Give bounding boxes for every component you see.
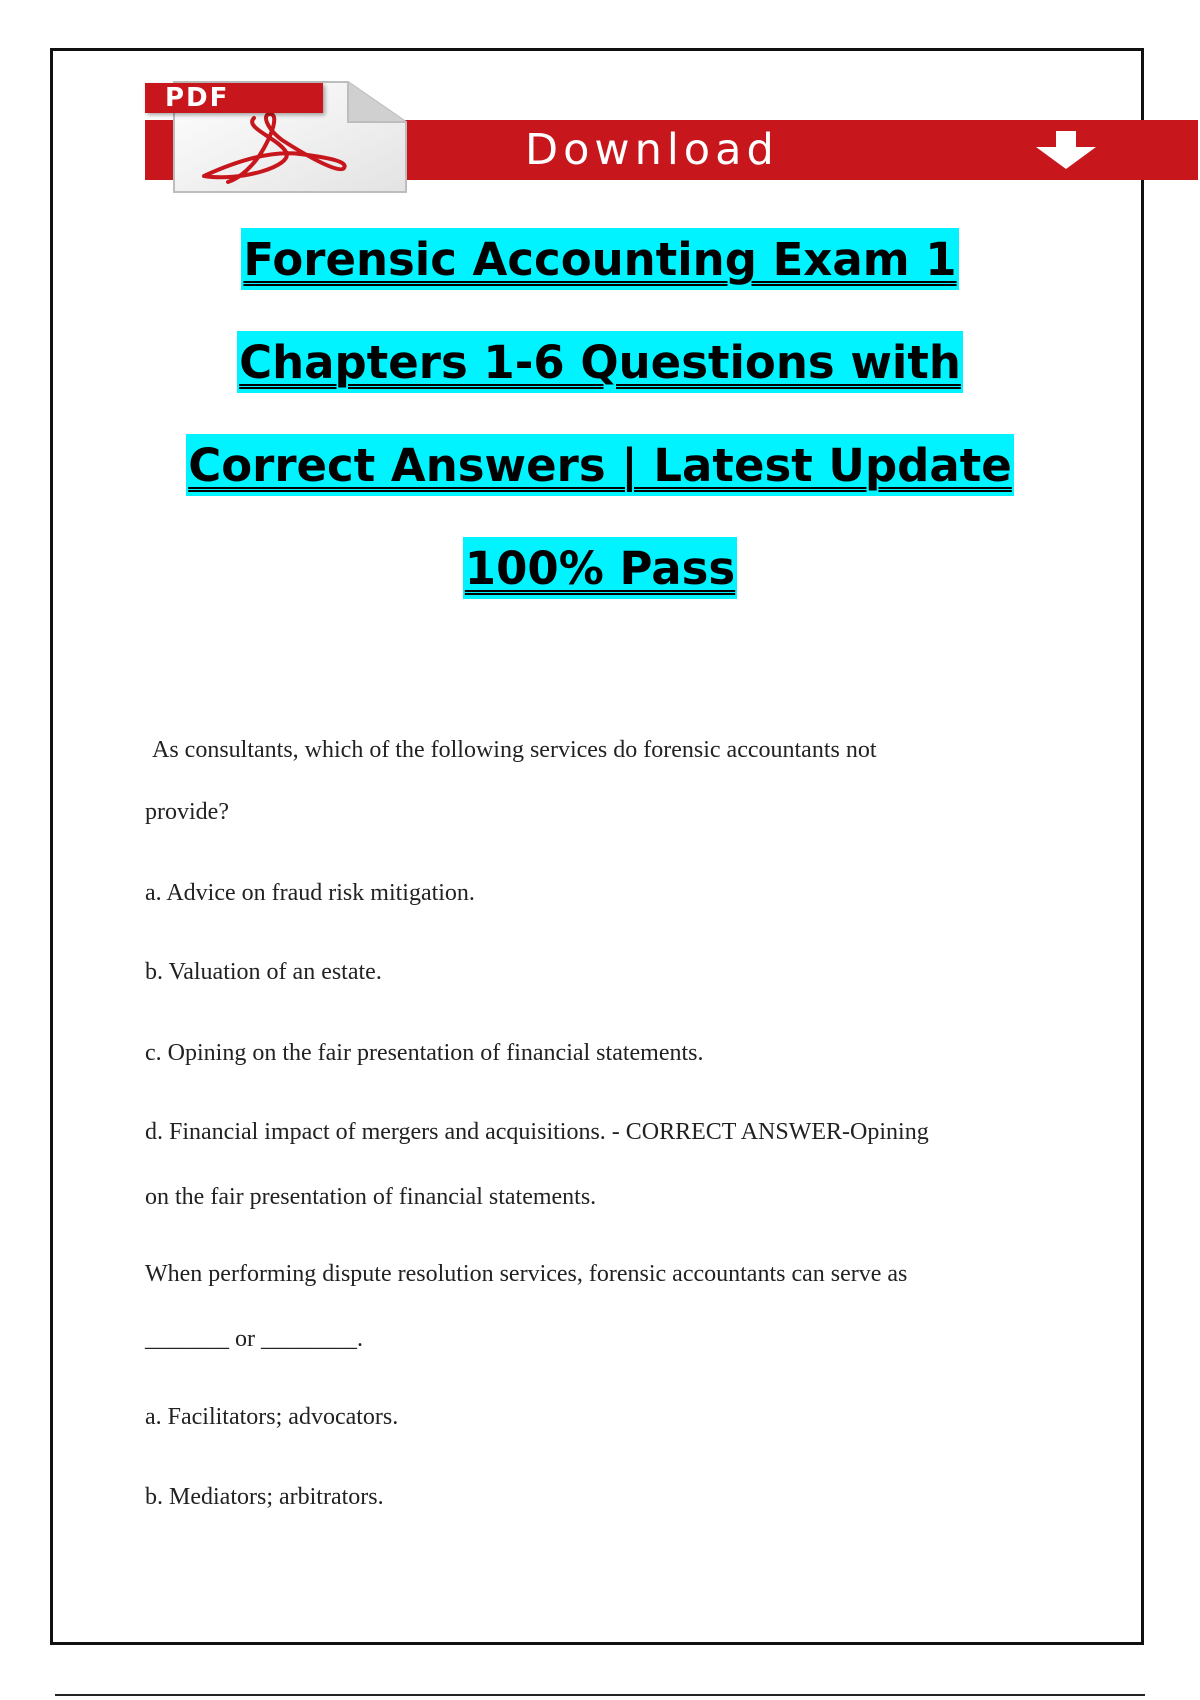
- title-line-text: Forensic Accounting Exam 1: [241, 228, 958, 290]
- download-label[interactable]: Download: [525, 125, 779, 175]
- question-1-stem: provide?: [145, 799, 229, 825]
- question-1-option-b: b. Valuation of an estate.: [145, 959, 382, 985]
- title-line-text: Chapters 1-6 Questions with: [237, 331, 963, 393]
- question-1-option-d: d. Financial impact of mergers and acquisitions. - CORRECT ANSWER-Opining: [145, 1119, 929, 1145]
- question-1-option-a: a. Advice on fraud risk mitigation.: [145, 880, 475, 906]
- title-line-text: Correct Answers | Latest Update: [186, 434, 1014, 496]
- title-line: [60, 537, 1140, 640]
- title-line: [60, 434, 1140, 537]
- document-title: [60, 228, 1140, 640]
- question-2-stem: _______ or ________.: [145, 1326, 363, 1352]
- pdf-label: PDF: [165, 83, 230, 113]
- question-1-option-c: c. Opining on the fair presentation of financial statements.: [145, 1040, 704, 1066]
- bottom-rule: [55, 1694, 1145, 1696]
- download-arrow-icon[interactable]: [1028, 129, 1106, 171]
- question-2-option-a: a. Facilitators; advocators.: [145, 1404, 399, 1430]
- title-line: [60, 331, 1140, 434]
- question-2-stem: When performing dispute resolution services, forensic accountants can serve as: [145, 1261, 908, 1287]
- title-line-text: 100% Pass: [463, 537, 737, 599]
- question-1-answer-continuation: on the fair presentation of financial statements.: [145, 1184, 597, 1210]
- question-1-stem: As consultants, which of the following services do forensic accountants not: [152, 737, 877, 763]
- question-2-option-b: b. Mediators; arbitrators.: [145, 1484, 384, 1510]
- title-line: [60, 228, 1140, 331]
